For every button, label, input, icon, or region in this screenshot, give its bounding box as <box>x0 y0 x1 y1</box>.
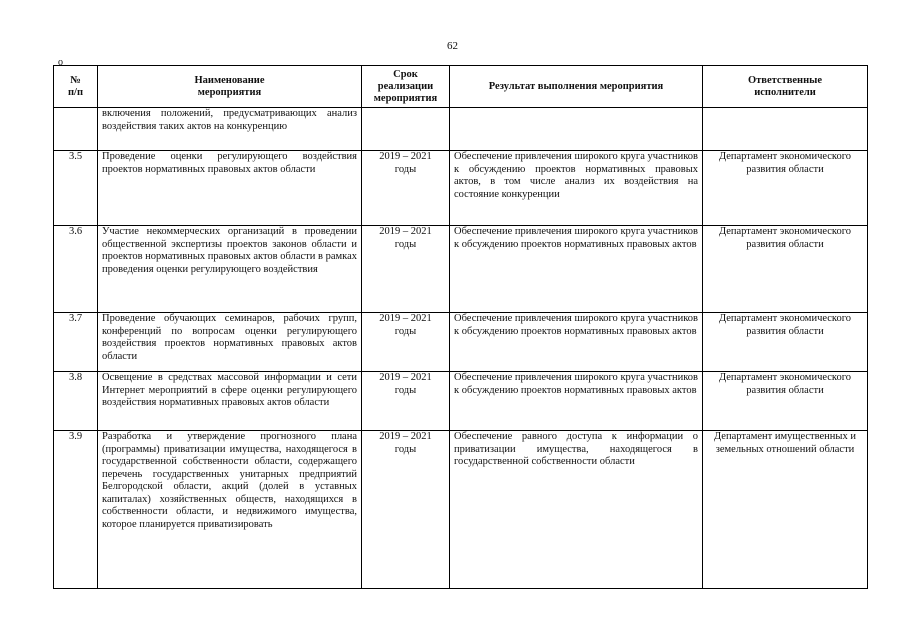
table-row <box>54 313 868 372</box>
row-result: Обеспечение привлечения широкого круга участников к обсуждению проектов нормативных правовых актов <box>450 372 703 431</box>
row-executors: Департамент имущественных и земельных отношений области <box>703 431 868 589</box>
row-term <box>362 108 450 151</box>
row-num: 3.7 <box>54 313 98 372</box>
row-result: Обеспечение равного доступа к информации о приватизации имущества, находящегося в государственной собственности области <box>450 431 703 589</box>
table-row <box>54 151 868 226</box>
row-executors <box>703 108 868 151</box>
row-result: Обеспечение привлечения широкого круга участников к обсуждению проектов нормативных правовых актов, в том числе анализ их воздействия на состояние конкуренции <box>450 151 703 226</box>
row-num <box>54 108 98 151</box>
row-result: Обеспечение привлечения широкого круга участников к обсуждению проектов нормативных правовых актов <box>450 313 703 372</box>
header-result: Результат выполнения мероприятия <box>450 66 703 108</box>
row-term: 2019 – 2021 годы <box>362 151 450 226</box>
row-name: включения положений, предусматривающих анализ воздействия таких актов на конкуренцию <box>98 108 362 151</box>
header-executors: Ответственные исполнители <box>703 66 868 108</box>
header-num: № п/п <box>54 66 98 108</box>
row-name: Освещение в средствах массовой информации и сети Интернет мероприятий в сфере оценки регулирующего воздействия нормативных правовых актов области <box>98 372 362 431</box>
row-executors: Департамент экономического развития области <box>703 151 868 226</box>
table-header-row <box>54 66 868 108</box>
measures-table <box>53 65 868 589</box>
row-num: 3.8 <box>54 372 98 431</box>
row-result: Обеспечение привлечения широкого круга участников к обсуждению проектов нормативных правовых актов <box>450 226 703 313</box>
row-term: 2019 – 2021 годы <box>362 226 450 313</box>
row-executors: Департамент экономического развития области <box>703 226 868 313</box>
row-name: Участие некоммерческих организаций в проведении общественной экспертизы проектов законов области и проектов нормативных правовых актов области в рамках проведения оценки регулирующего воздействия <box>98 226 362 313</box>
row-name: Разработка и утверждение прогнозного плана (программы) приватизации имущества, находящегося в государственной собственности области, содержащего перечень государственных унитарных предприятий Белгородской области, акций (долей в уставных капиталах) хозяйственных обществ, находящихся в собственности области, и недвижимого имущества, которое планируется приватизировать <box>98 431 362 589</box>
row-term: 2019 – 2021 годы <box>362 313 450 372</box>
row-term: 2019 – 2021 годы <box>362 372 450 431</box>
row-num: 3.5 <box>54 151 98 226</box>
table-row <box>54 431 868 589</box>
row-num: 3.6 <box>54 226 98 313</box>
table-row <box>54 108 868 151</box>
row-executors: Департамент экономического развития области <box>703 372 868 431</box>
row-term: 2019 – 2021 годы <box>362 431 450 589</box>
row-name: Проведение оценки регулирующего воздействия проектов нормативных правовых актов области <box>98 151 362 226</box>
page-number: 62 <box>447 40 458 52</box>
header-term: Срок реализации мероприятия <box>362 66 450 108</box>
corner-mark: о <box>58 57 63 68</box>
row-num: 3.9 <box>54 431 98 589</box>
row-name: Проведение обучающих семинаров, рабочих групп, конференций по вопросам оценки регулирующего воздействия проектов нормативных правовых актов области <box>98 313 362 372</box>
header-name: Наименование мероприятия <box>98 66 362 108</box>
table-row <box>54 226 868 313</box>
row-executors: Департамент экономического развития области <box>703 313 868 372</box>
row-result <box>450 108 703 151</box>
table-row <box>54 372 868 431</box>
